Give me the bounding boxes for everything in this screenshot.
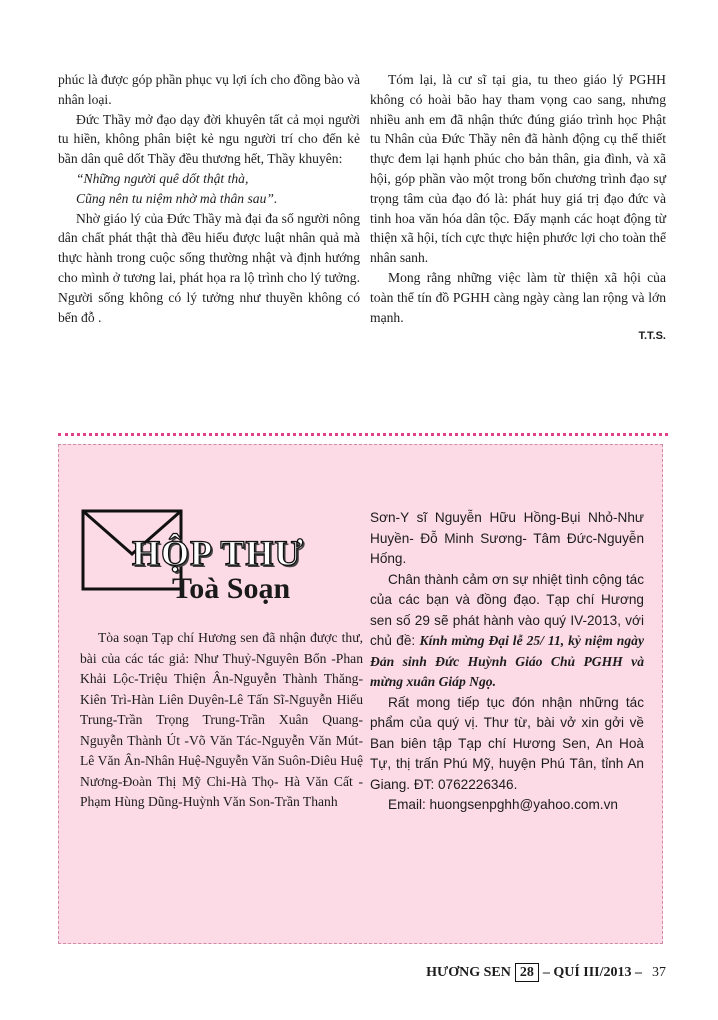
page-footer bbox=[426, 963, 666, 982]
paragraph: Tòa soạn Tạp chí Hương sen đã nhận được thư, bài của các tác giả: Như Thuỷ-Nguyên Bổn -Phan Khải Lộc-Triệu Thiện Ân-Nguyễn Thành Thăng-Kiên Trì-Hàn Liên Duyên-Lê Tấn Sĩ-Nguyễn Hiếu Trung-Trần Trọng Trung-Trần Xuân Quang-Nguyễn Thành Út -Võ Văn Tác-Nguyễn Văn Mút- Lê Văn Ân-Nhân Huệ-Nguyễn Văn Suôn-Diêu Huệ Nương-Đoàn Thị Mỹ Chi-Hà Thọ- Hà Văn Cất - Phạm Hùng Dũng-Huỳnh Văn Son-Trần Thanh bbox=[80, 630, 363, 809]
magazine-name: HƯƠNG SEN bbox=[426, 964, 511, 980]
paragraph bbox=[370, 570, 644, 693]
issue-announcement: Chân thành cảm ơn sự nhiệt tình cộng tác của các bạn và đồng đạo. Tạp chí Hương sen số 29 sẽ phát hành vào quý IV-2013, với chủ đề: bbox=[370, 571, 644, 648]
issue-quarter: – QUÍ III/2013 – bbox=[542, 964, 642, 980]
paragraph: Đức Thầy mở đạo dạy đời khuyên tất cả mọi người tu hiền, không phân biệt kẻ ngu người trí cho đến kẻ bần dân quê dốt Thầy đều thương hết, Thầy khuyên: bbox=[58, 111, 360, 167]
paragraph: Mong rằng những việc làm từ thiện xã hội của toàn thể tín đồ PGHH càng ngày càng lan rộng và lớn mạnh. bbox=[370, 269, 666, 325]
paragraph: Rất mong tiếp tục đón nhận những tác phẩm của quý vị. Thư từ, bài vở xin gởi về Ban biên tập Tạp chí Hương Sen, An Hoà Tự, thị trấn Phú Mỹ, huyện Phú Tân, tỉnh An Giang. ĐT: 0762226346. bbox=[370, 694, 644, 792]
paragraph: Tóm lại, là cư sĩ tại gia, tu theo giáo lý PGHH không có hoài bão hay tham vọng cao sang, nhưng nhiều anh em đã nhận thức đúng giáo trình học Phật tu Nhân của Đức Thầy nên đã hành động cụ thể thiết thực đem lại hạnh phúc cho bản thân, gia đình, và xã hội, góp phần vào một trong bốn chương trình đạo sự trọng tâm của đạo đó là: phát huy giá trị đạo đức và tinh hoa văn hóa dân tộc. Đẩy mạnh các hoạt động từ thiện xã hội, tích cực thực hiện phước lợi cho toàn thể nhân sanh. bbox=[370, 72, 666, 266]
mailbox-left-column bbox=[80, 628, 363, 813]
author-signature: T.T.S. bbox=[638, 330, 666, 343]
paragraph: phúc là được góp phần phục vụ lợi ích cho đồng bào và nhân loại. bbox=[58, 72, 360, 107]
issue-number: 28 bbox=[515, 963, 539, 982]
paragraph: Sơn-Y sĩ Nguyễn Hữu Hồng-Bụi Nhỏ-Như Huyền- Đỗ Minh Sương- Tâm Đức-Nguyễn Hống. bbox=[370, 510, 644, 566]
mailbox-subtitle: Toà Soạn bbox=[172, 572, 291, 605]
quote-line: Cũng nên tu niệm nhờ mà thân sau”. bbox=[76, 190, 278, 206]
mailbox-title: HỘP THƯ bbox=[132, 533, 305, 573]
left-article-column bbox=[58, 70, 360, 327]
section-divider bbox=[58, 433, 668, 436]
right-article-column bbox=[370, 70, 666, 347]
mailbox-right-column bbox=[370, 508, 644, 816]
paragraph: Nhờ giáo lý của Đức Thầy mà đại đa số người nông dân chất phát thật thà đều hiểu được luật nhân quả mà thực hành trong cuộc sống thường nhật và định hướng cho mình ở tương lai, phát họa ra lộ trình cho lý tưởng. Người sống không có lý tưởng như thuyền không có bến đỗ . bbox=[58, 210, 360, 325]
contact-email: Email: huongsenpghh@yahoo.com.vn bbox=[388, 797, 618, 812]
quote-line: “Những người quê dốt thật thà, bbox=[76, 170, 249, 186]
issue-theme: Kính mừng Đại lễ 25/ 11, kỷ niệm ngày Đản sinh Đức Huỳnh Giáo Chủ PGHH và mừng xuân Giáp Ngọ. bbox=[370, 633, 644, 689]
page-number: 37 bbox=[652, 964, 666, 980]
